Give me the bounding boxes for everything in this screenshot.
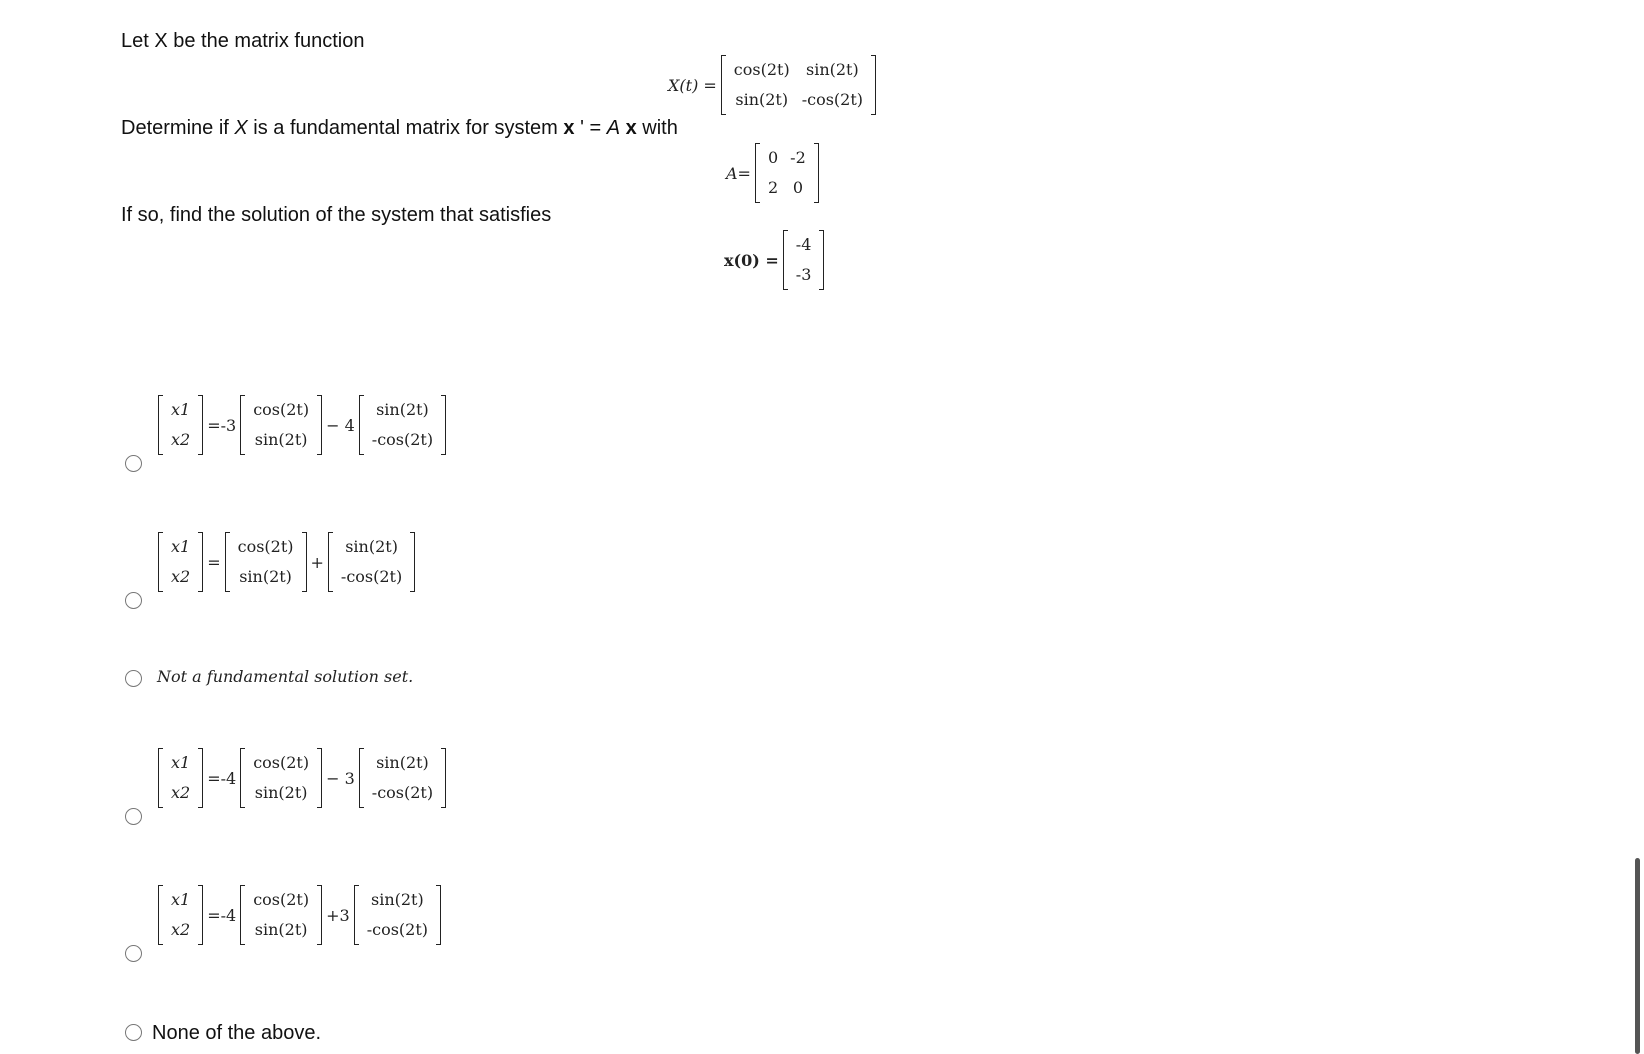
choice-5-radio[interactable] xyxy=(125,945,142,962)
vector-2-cell: -cos(2t) xyxy=(371,430,434,449)
vector-1-cell: sin(2t) xyxy=(239,567,292,586)
x0-vector-cell: -4 xyxy=(795,235,812,254)
choice-6-radio[interactable] xyxy=(125,1024,142,1041)
scrollbar-thumb[interactable] xyxy=(1635,858,1640,1054)
X-matrix-equation xyxy=(664,55,876,115)
choice-3-text[interactable] xyxy=(157,667,413,686)
coefficient-1: =-4 xyxy=(207,768,237,788)
coefficient-1: = xyxy=(207,552,221,572)
question-line-3-text: If so, find the solution of the system that satisfies xyxy=(121,204,552,226)
x0-vector-cell: -3 xyxy=(795,265,812,284)
line2-X: X xyxy=(234,117,248,139)
question-line-3 xyxy=(121,203,551,227)
X-label: X(t) = xyxy=(668,75,717,95)
lhs-x2: x2 xyxy=(171,783,191,802)
X-matrix-cell: -cos(2t) xyxy=(801,90,864,109)
lhs-x1: x1 xyxy=(171,890,191,909)
X-matrix-cell: cos(2t) xyxy=(733,60,790,79)
vector-1-cell: cos(2t) xyxy=(237,537,294,556)
question-line-1-text: Let X be the matrix function xyxy=(121,30,365,52)
lhs-vector xyxy=(158,395,203,455)
line2-A: A xyxy=(606,117,621,139)
vector-1-cell: cos(2t) xyxy=(253,400,310,419)
A-matrix-cell: -2 xyxy=(790,148,806,167)
lhs-vector xyxy=(158,532,203,592)
choice-4-expression[interactable] xyxy=(158,748,446,808)
choice-3-label: Not a fundamental solution set. xyxy=(157,667,414,686)
choice-2-radio[interactable] xyxy=(125,592,142,609)
operator-2: + xyxy=(310,552,324,572)
vector-1-cell: sin(2t) xyxy=(254,783,308,802)
vector-2-cell: -cos(2t) xyxy=(366,920,429,939)
X-matrix-cell: sin(2t) xyxy=(805,60,859,79)
lhs-vector xyxy=(158,748,203,808)
vector-2-cell: -cos(2t) xyxy=(340,567,403,586)
lhs-x1: x1 xyxy=(171,537,191,556)
A-matrix-cell: 2 xyxy=(767,178,779,197)
operator-2: − 3 xyxy=(326,768,355,788)
line2-prime: ' = xyxy=(574,117,607,139)
X-matrix xyxy=(721,55,876,115)
vector-2 xyxy=(328,532,415,592)
question-line-2 xyxy=(121,116,678,140)
coefficient-1: =-4 xyxy=(207,905,237,925)
lhs-x2: x2 xyxy=(171,430,191,449)
operator-2: − 4 xyxy=(326,415,355,435)
initial-condition-equation xyxy=(720,230,824,290)
vector-1-cell: sin(2t) xyxy=(254,920,308,939)
choice-6-text[interactable] xyxy=(152,1021,321,1045)
lhs-vector xyxy=(158,885,203,945)
vector-2-cell: sin(2t) xyxy=(345,537,398,556)
x0-vector xyxy=(783,230,825,290)
vector-2 xyxy=(359,748,446,808)
choice-1-expression[interactable] xyxy=(158,395,446,455)
vector-1-cell: cos(2t) xyxy=(253,890,310,909)
choice-1-radio[interactable] xyxy=(125,455,142,472)
operator-2: +3 xyxy=(326,905,350,925)
line2-prefix: Determine if xyxy=(121,117,235,139)
lhs-x1: x1 xyxy=(171,400,191,419)
lhs-x2: x2 xyxy=(171,567,191,586)
vector-1 xyxy=(225,532,307,592)
choice-3-radio[interactable] xyxy=(125,670,142,687)
vector-2-cell: sin(2t) xyxy=(376,400,429,419)
line2-mid: is a fundamental matrix for system xyxy=(247,117,564,139)
vector-1 xyxy=(240,748,322,808)
choice-5-expression[interactable] xyxy=(158,885,441,945)
choice-6-label: None of the above. xyxy=(152,1022,322,1044)
A-label: A= xyxy=(726,163,751,183)
A-matrix xyxy=(755,143,819,203)
vector-1-cell: sin(2t) xyxy=(254,430,308,449)
vector-1 xyxy=(240,885,322,945)
lhs-x1: x1 xyxy=(171,753,191,772)
vector-1-cell: cos(2t) xyxy=(253,753,310,772)
vector-1 xyxy=(240,395,322,455)
A-matrix-cell: 0 xyxy=(767,148,779,167)
vector-2-cell: sin(2t) xyxy=(376,753,429,772)
vector-2 xyxy=(354,885,441,945)
A-matrix-equation xyxy=(722,143,819,203)
coefficient-1: =-3 xyxy=(207,415,237,435)
A-matrix-cell: 0 xyxy=(792,178,804,197)
line2-x1: x xyxy=(563,117,575,139)
vector-2-cell: sin(2t) xyxy=(370,890,424,909)
X-matrix-cell: sin(2t) xyxy=(735,90,789,109)
line2-with: with xyxy=(636,117,678,139)
choice-2-expression[interactable] xyxy=(158,532,415,592)
question-line-1 xyxy=(121,29,364,53)
lhs-x2: x2 xyxy=(171,920,191,939)
vector-2-cell: -cos(2t) xyxy=(371,783,434,802)
x0-label: x(0) = xyxy=(724,250,779,270)
choice-4-radio[interactable] xyxy=(125,808,142,825)
vector-2 xyxy=(359,395,446,455)
line2-x2: x xyxy=(625,117,637,139)
